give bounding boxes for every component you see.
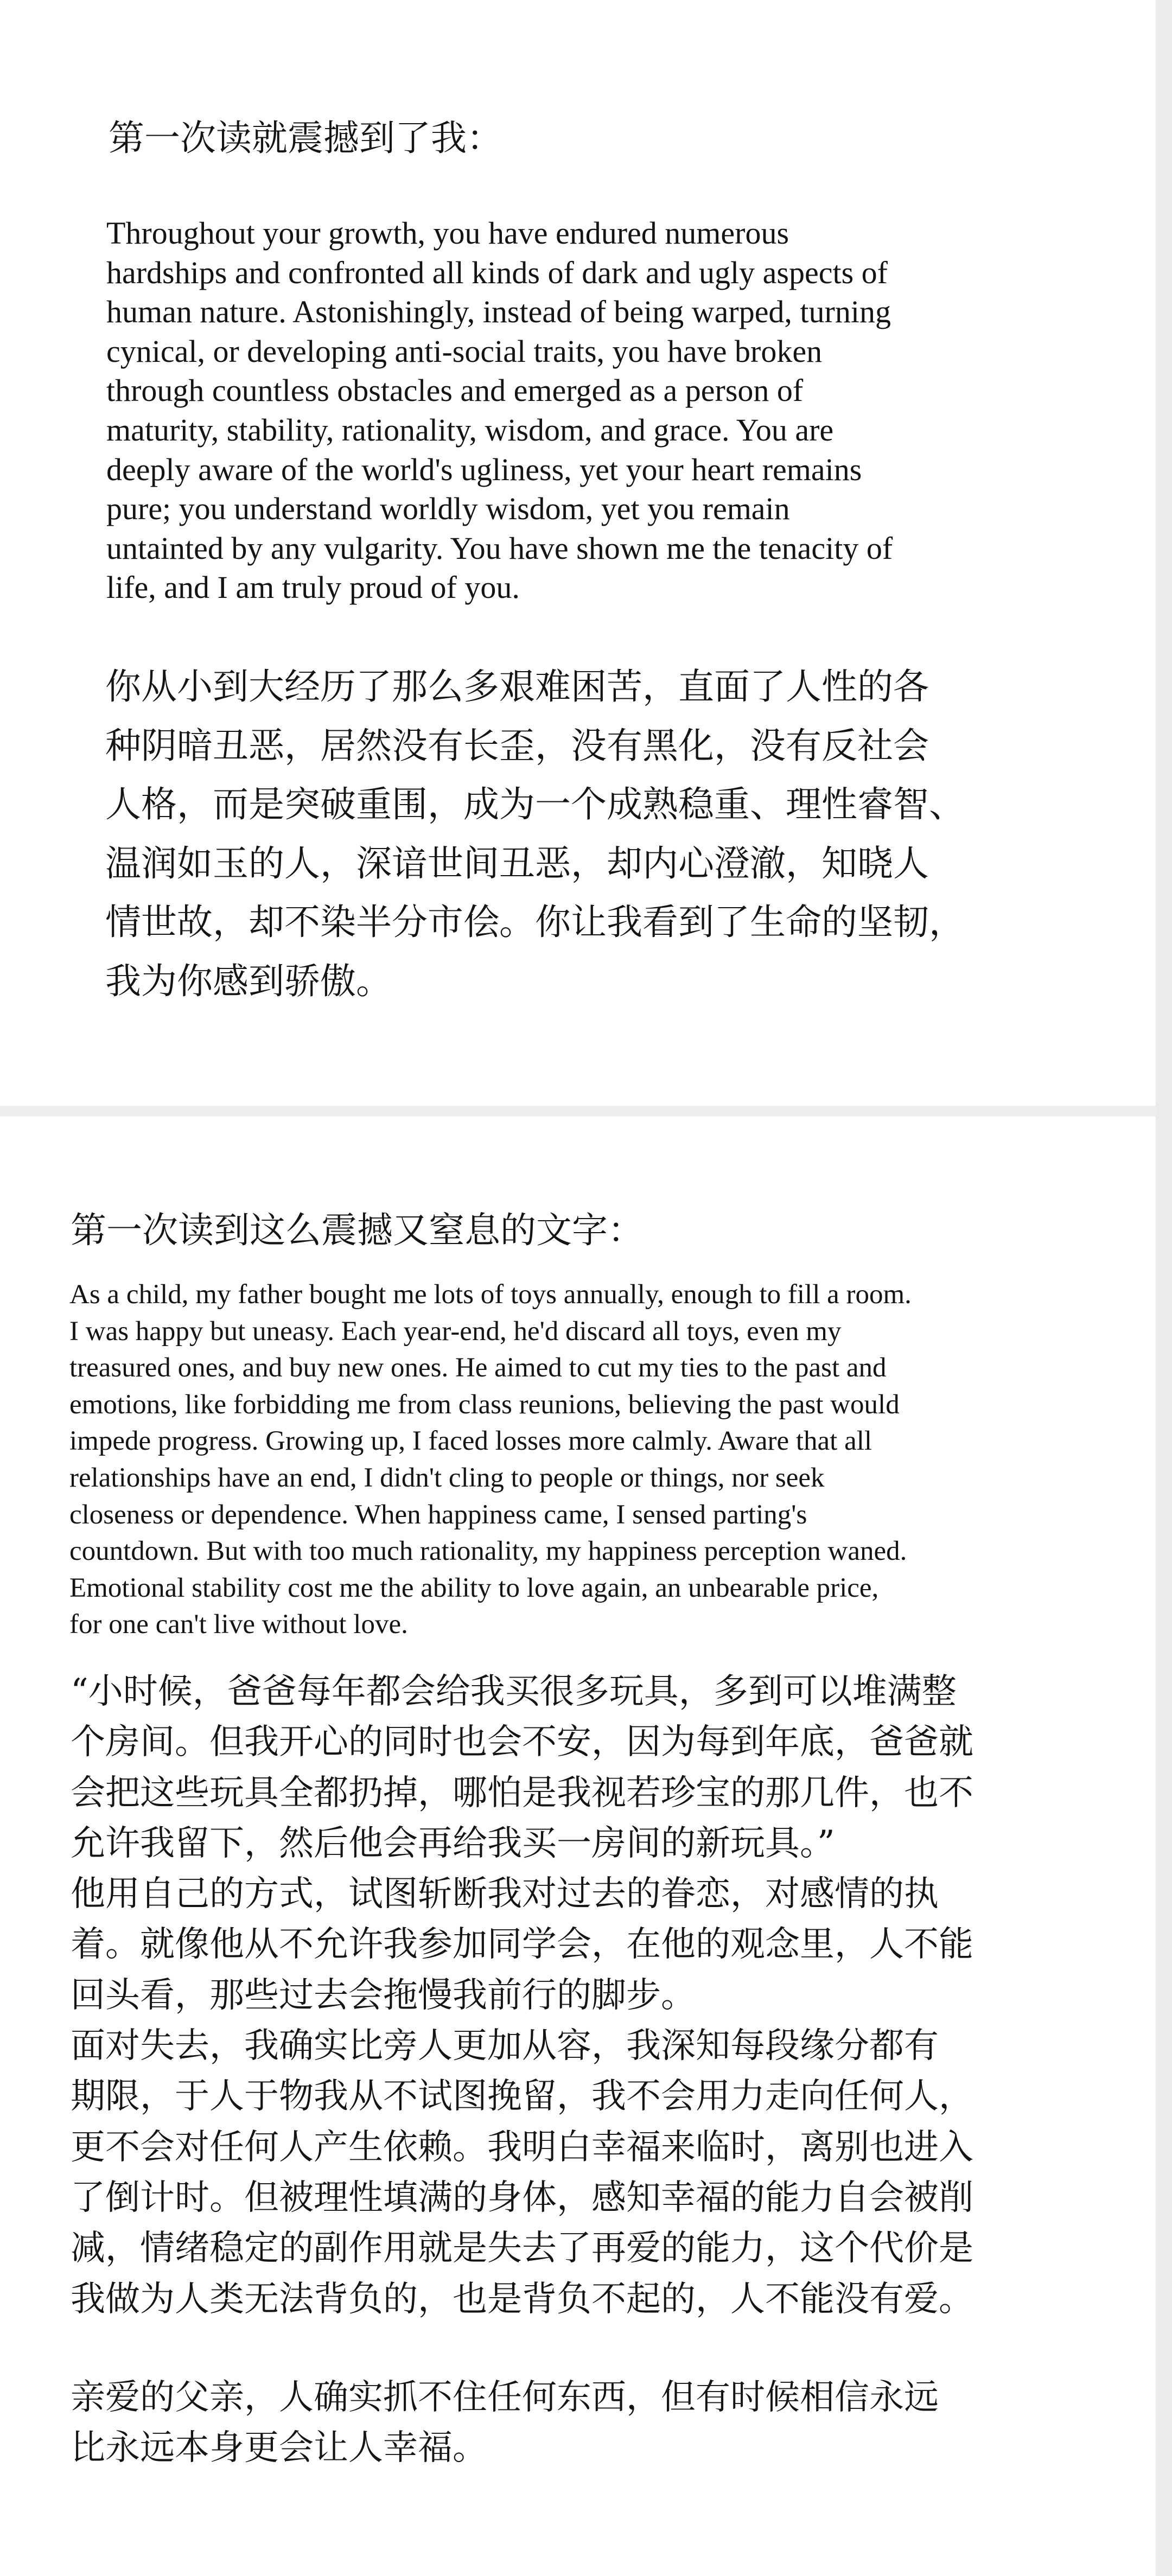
text-line: relationships have an end, I didn't cling to people or things, nor seek [69, 1462, 825, 1493]
text-line: 了倒计时。但被理性填满的身体，感知幸福的能力自会被削 [71, 2177, 973, 2218]
text-line: untainted by any vulgarity. You have shown me the tenacity of [106, 530, 893, 566]
text-line: 温润如玉的人，深谙世间丑恶，却内心澄澈，知晓人 [105, 842, 929, 884]
text-line: countdown. But with too much rationality, my happiness perception waned. [69, 1536, 907, 1567]
text-line: Throughout your growth, you have endured numerous [106, 215, 789, 251]
text-line: 你从小到大经历了那么多艰难困苦，直面了人性的各 [105, 666, 929, 707]
text-line: life, and I am truly proud of you. [106, 570, 520, 605]
section-2-heading: 第一次读到这么震撼又窒息的文字： [71, 1209, 644, 1251]
text-line: 允许我留下，然后他会再给我买一房间的新玩具。” [71, 1823, 835, 1864]
text-line: 我做为人类无法背负的，也是背负不起的，人不能没有爱。 [71, 2279, 973, 2319]
text-line: “小时候，爸爸每年都会给我买很多玩具，多到可以堆满整 [71, 1672, 957, 1712]
text-line: 着。就像他从不允许我参加同学会，在他的观念里，人不能 [71, 1924, 973, 1965]
screenshot-panel-2 [0, 1117, 1156, 2576]
section-divider [0, 1106, 1156, 1117]
text-line: 种阴暗丑恶，居然没有长歪，没有黑化，没有反社会 [105, 724, 929, 767]
text-line: closeness or dependence. When happiness came, I sensed parting's [69, 1499, 807, 1530]
section-1-english-paragraph [106, 214, 1050, 608]
text-line: 更不会对任何人产生依赖。我明白幸福来临时，离别也进入 [71, 2127, 973, 2167]
text-line: maturity, stability, rationality, wisdom, and grace. You are [106, 412, 834, 448]
text-line: emotions, like forbidding me from class reunions, believing the past would [69, 1389, 900, 1420]
text-line: 比永远本身更会让人幸福。 [71, 2428, 487, 2469]
text-line: 减，情绪稳定的副作用就是失去了再爱的能力，这个代价是 [71, 2228, 973, 2269]
text-line: 期限，于人于物我从不试图挽留，我不会用力走向任何人， [71, 2076, 973, 2117]
text-line: hardships and confronted all kinds of dark and ugly aspects of [106, 254, 888, 290]
text-line: 我为你感到骄傲。 [105, 960, 392, 1002]
text-line: treasured ones, and buy new ones. He aimed to cut my ties to the past and [69, 1353, 887, 1383]
text-line: As a child, my father bought me lots of toys annually, enough to fill a room. [69, 1279, 912, 1310]
text-line: 面对失去，我确实比旁人更加从容，我深知每段缘分都有 [71, 2026, 939, 2067]
section-2-closing-paragraph [71, 2373, 1058, 2474]
text-line: 人格，而是突破重围，成为一个成熟稳重、理性睿智、 [105, 783, 965, 825]
text-line: cynical, or developing anti-social traits, you have broken [106, 333, 823, 369]
screenshot-panel-1 [0, 0, 1156, 1106]
text-line: impede progress. Growing up, I faced losses more calmly. Aware that all [69, 1426, 872, 1457]
text-line: 会把这些玩具全都扔掉，哪怕是我视若珍宝的那几件，也不 [71, 1772, 973, 1813]
section-1-heading: 第一次读就震撼到了我： [109, 117, 502, 159]
text-line: 个房间。但我开心的同时也会不安，因为每到年底，爸爸就 [71, 1722, 973, 1763]
section-2-chinese-paragraph [71, 1667, 1058, 2325]
text-line: through countless obstacles and emerged as a person of [106, 373, 804, 409]
text-line: 亲爱的父亲，人确实抓不住任何东西，但有时候相信永远 [71, 2377, 939, 2418]
text-line: 情世故，却不染半分市侩。你让我看到了生命的坚韧， [105, 901, 965, 943]
section-2-english-paragraph [69, 1277, 1062, 1643]
text-line: Emotional stability cost me the ability to love again, an unbearable price, [69, 1572, 879, 1603]
text-line: 他用自己的方式，试图斩断我对过去的眷恋，对感情的执 [71, 1874, 939, 1915]
text-line: deeply aware of the world's ugliness, yet your heart remains [106, 451, 862, 487]
page-right-edge [1156, 0, 1172, 2576]
section-1-chinese-paragraph [105, 658, 1071, 1011]
text-line: for one can't live without love. [69, 1609, 408, 1640]
text-line: I was happy but uneasy. Each year-end, he'd discard all toys, even my [69, 1316, 842, 1347]
text-line: human nature. Astonishingly, instead of being warped, turning [106, 294, 891, 330]
text-line: 回头看，那些过去会拖慢我前行的脚步。 [71, 1975, 696, 2016]
text-line: pure; you understand worldly wisdom, yet you remain [106, 491, 790, 527]
